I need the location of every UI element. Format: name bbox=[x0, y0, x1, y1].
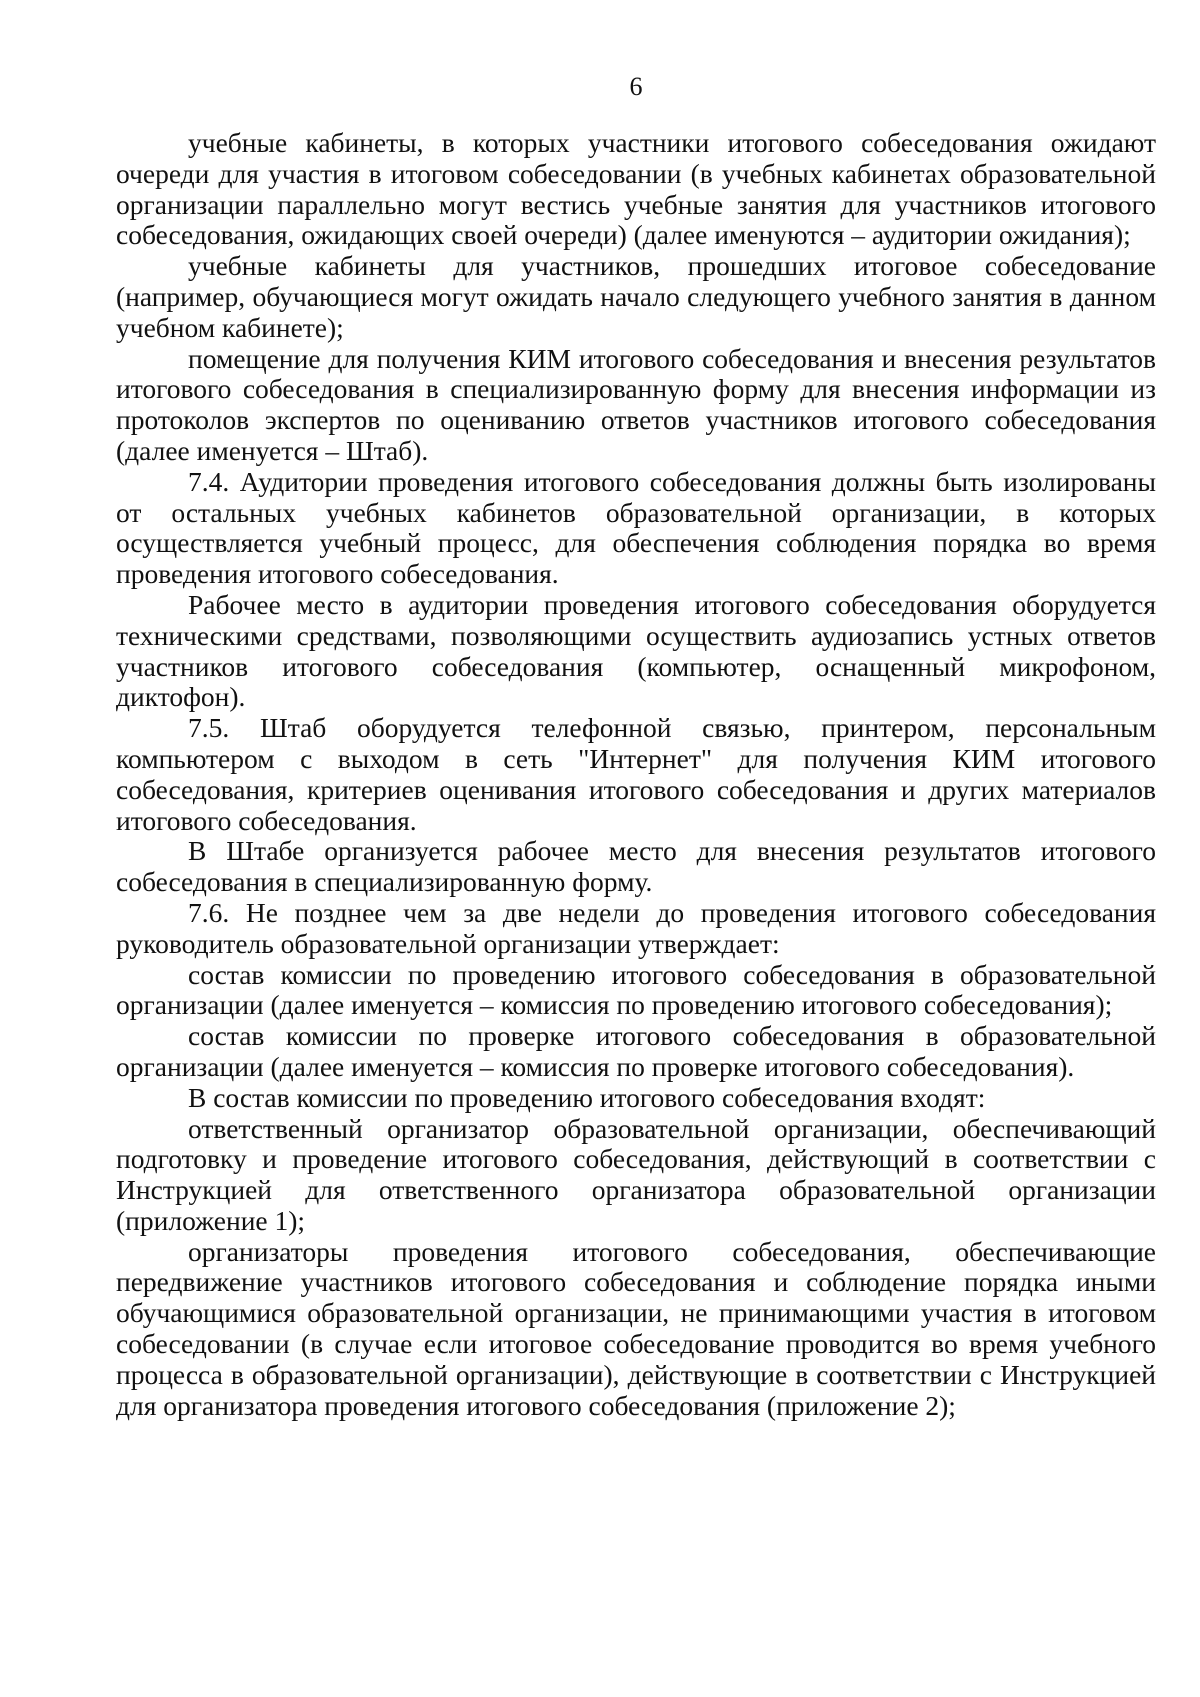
document-body bbox=[116, 128, 1156, 1421]
paragraph-waiting-rooms: учебные кабинеты, в которых участники итогового собеседования ожидают очереди для участия в итоговом собеседовании (в учебных кабинетах образовательной организации параллельно могут вестись учебные занятия для участников итогового собеседования, ожидающих своей очереди) (далее именуются – аудитории ожидания); bbox=[116, 127, 1156, 251]
paragraph-headquarters-workplace: В Штабе организуется рабочее место для внесения результатов итогового собеседования в специализированную форму. bbox=[116, 835, 1156, 898]
paragraph-7-5: 7.5. Штаб оборудуется телефонной связью, принтером, персональным компьютером с выходом в сеть "Интернет" для получения КИМ итогового собеседования, критериев оценивания итогового собеседования и других материалов итогового собеседования. bbox=[116, 712, 1156, 836]
paragraph-finished-rooms: учебные кабинеты для участников, прошедших итоговое собеседование (например, обучающиеся могут ожидать начало следующего учебного занятия в данном учебном кабинете); bbox=[116, 250, 1156, 343]
paragraph-responsible-organizer: ответственный организатор образовательной организации, обеспечивающий подготовку и проведение итогового собеседования, действующий в соответствии с Инструкцией для ответственного организатора образовательной организации (приложение 1); bbox=[116, 1112, 1156, 1236]
paragraph-7-4: 7.4. Аудитории проведения итогового собеседования должны быть изолированы от остальных учебных кабинетов образовательной организации, в которых осуществляется учебный процесс, для обеспечения соблюдения порядка во время проведения итогового собеседования. bbox=[116, 465, 1156, 590]
paragraph-check-commission: состав комиссии по проверке итогового собеседования в образовательной организации (далее именуется – комиссия по проверке итогового собеседования). bbox=[116, 1020, 1156, 1082]
paragraph-conduct-commission: состав комиссии по проведению итогового собеседования в образовательной организации (далее именуется – комиссия по проведению итогового собеседования); bbox=[116, 958, 1156, 1021]
paragraph-7-6: 7.6. Не позднее чем за две недели до проведения итогового собеседования руководитель образовательной организации утверждает: bbox=[116, 896, 1156, 959]
paragraph-headquarters: помещение для получения КИМ итогового собеседования и внесения результатов итогового собеседования в специализированную форму для внесения информации из протоколов экспертов по оцениванию ответов участников итогового собеседования (далее именуется – Штаб). bbox=[116, 342, 1156, 466]
paragraph-workplace-equipment: Рабочее место в аудитории проведения итогового собеседования оборудуется техническими средствами, позволяющими осуществить аудиозапись устных ответов участников итогового собеседования (компьютер, оснащенный микрофоном, диктофон). bbox=[116, 588, 1156, 713]
paragraph-commission-members: В состав комиссии по проведению итогового собеседования входят: bbox=[188, 1081, 986, 1113]
paragraph-organizers: организаторы проведения итогового собеседования, обеспечивающие передвижение участников итогового собеседования и соблюдение порядка иными обучающимися образовательной организации, не принимающими участия в итоговом собеседовании (в случае если итоговое собеседование проводится во время учебного процесса в образовательной организации), действующие в соответствии с Инструкцией для организатора проведения итогового собеседования (приложение 2); bbox=[116, 1235, 1156, 1421]
page-number: 6 bbox=[629, 72, 643, 101]
